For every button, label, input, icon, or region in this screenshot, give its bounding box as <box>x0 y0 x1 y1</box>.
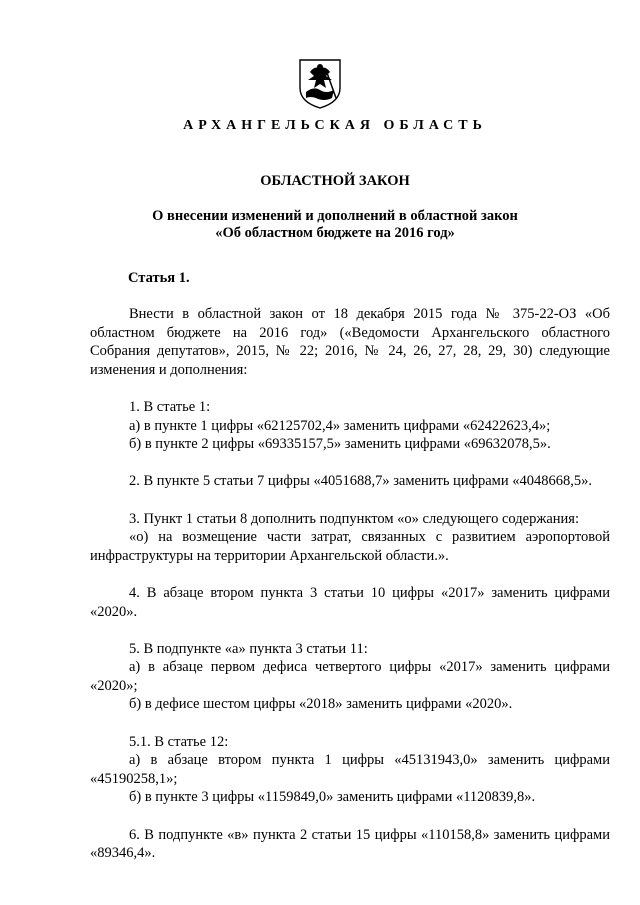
region-name: АРХАНГЕЛЬСКАЯ ОБЛАСТЬ <box>183 118 487 133</box>
item-5-1-b: б) в пункте 3 цифры «1159849,0» заменить цифрами «1120839,8». <box>129 789 536 806</box>
article-body <box>90 305 610 863</box>
item-1-b: б) в пункте 2 цифры «69335157,5» заменить цифрами «69632078,5». <box>129 436 551 453</box>
item-5-a: а) в абзаце первом дефиса четвертого цифры «2017» заменить цифрами «2020»; <box>90 659 610 694</box>
item-3-text: «о) на возмещение части затрат, связанных с развитием аэропортовой инфраструктуры на территории Архангельской области.». <box>90 529 610 564</box>
article-heading: Статья 1. <box>128 270 190 286</box>
item-5-b: б) в дефисе шестом цифры «2018» заменить цифрами «2020». <box>129 696 513 713</box>
law-type: ОБЛАСТНОЙ ЗАКОН <box>260 173 410 189</box>
item-5-title: 5. В подпункте «а» пункта 3 статьи 11: <box>129 640 368 657</box>
law-title <box>0 208 640 242</box>
item-1-a: а) в пункте 1 цифры «62125702,4» заменить цифрами «62422623,4»; <box>129 417 551 434</box>
law-title-line-2: «Об областном бюджете на 2016 год» <box>215 225 455 241</box>
item-3-title: 3. Пункт 1 статьи 8 дополнить подпунктом «о» следующего содержания: <box>129 510 579 527</box>
item-5-1-a: а) в абзаце втором пункта 1 цифры «45131943,0» заменить цифрами «45190258,1»; <box>90 752 610 787</box>
item-6: 6. В подпункте «в» пункта 2 статьи 15 цифры «110158,8» заменить цифрами «89346,4». <box>90 826 610 862</box>
item-2: 2. В пункте 5 статьи 7 цифры «4051688,7» заменить цифрами «4048668,5». <box>129 473 592 490</box>
intro-paragraph: Внести в областной закон от 18 декабря 2015 года № 375-22-ОЗ «Об областном бюджете на 2016 год» («Ведомости Архангельского областного Собрания депутатов», 2015, № 22; 2016, № 24, 26, 27, 28, 29, 30) следующие изменения и дополнения: <box>90 306 610 378</box>
law-title-line-1: О внесении изменений и дополнений в областной закон <box>152 208 518 224</box>
item-5-1-title: 5.1. В статье 12: <box>129 733 229 750</box>
item-1-title: 1. В статье 1: <box>129 398 211 415</box>
arkhangelsk-coat-of-arms-icon <box>296 58 344 110</box>
item-4: 4. В абзаце втором пункта 3 статьи 10 цифры «2017» заменить цифрами «2020». <box>90 584 610 620</box>
